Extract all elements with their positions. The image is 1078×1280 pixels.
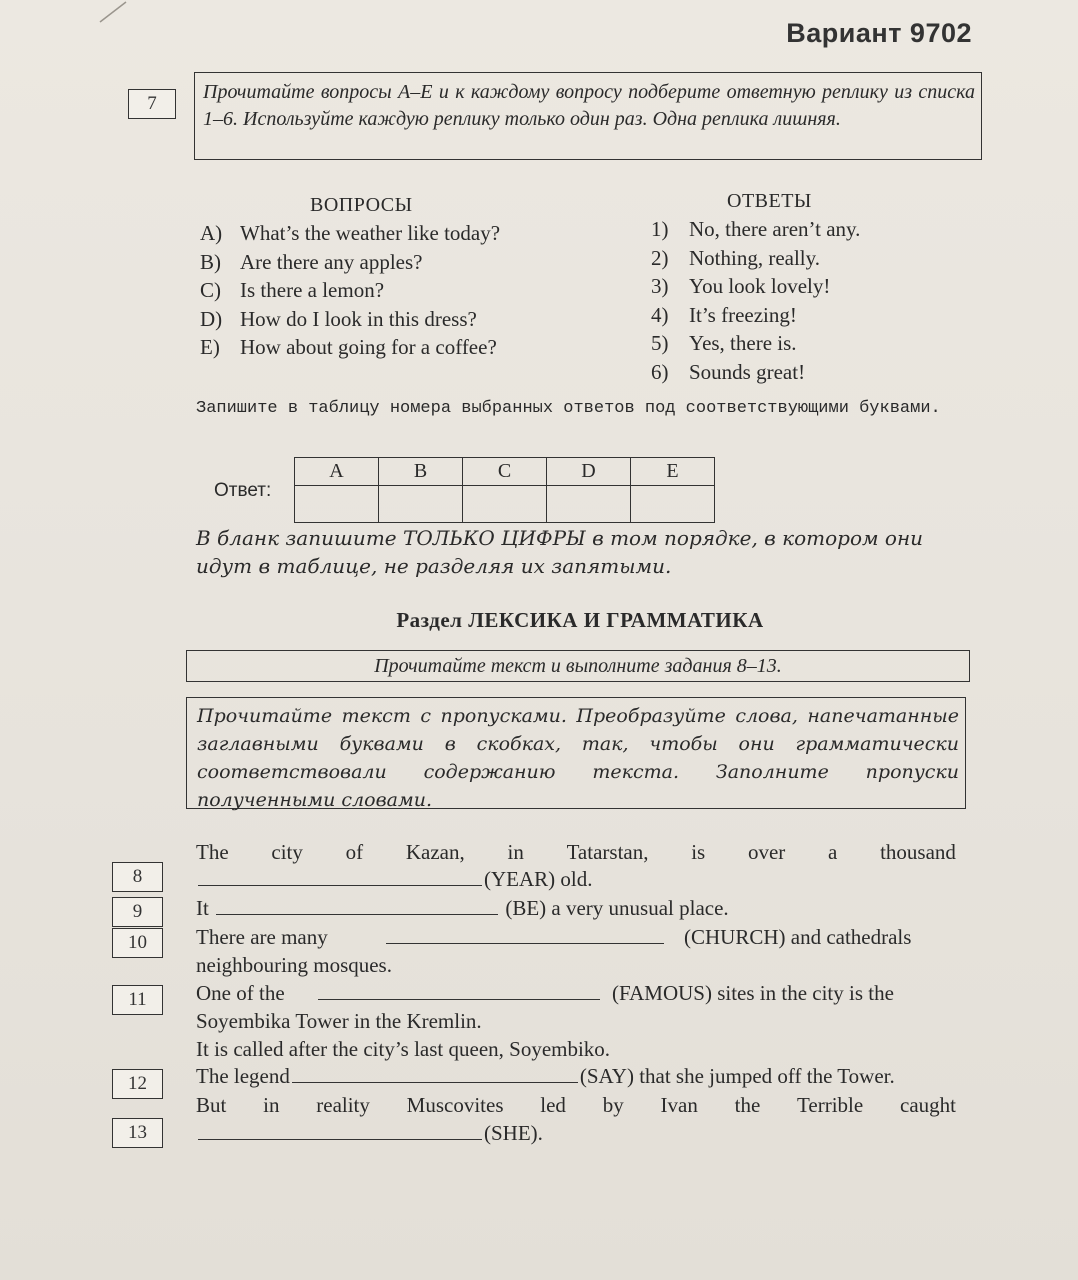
blank-9[interactable] xyxy=(216,894,498,915)
exercise-line-10: But in reality Muscovites led by Ivan the Terrible caught xyxy=(196,1093,956,1117)
question-item: D) How do I look in this dress? xyxy=(200,306,477,331)
blank-13[interactable] xyxy=(198,1119,482,1140)
exercise-line-4-tail: (CHURCH) and cathedrals xyxy=(684,925,912,949)
answer-table xyxy=(294,457,715,523)
question-item: A) What’s the weather like today? xyxy=(200,221,501,245)
exercise-line-4-head: There are many xyxy=(196,925,328,949)
section-instruction: Прочитайте текст с пропусками. Преобразуйте слова, напечатанные заглавными буквами в скобках, так, чтобы они грамматически соответствовали содержанию текста. Заполните пропуски полученными словами. xyxy=(197,705,959,811)
task7-instruction-box xyxy=(194,72,982,160)
exercise-line-2: (YEAR) old. xyxy=(196,865,593,893)
task-number-7: 7 xyxy=(128,89,176,119)
answers-list xyxy=(651,215,860,386)
blank-12[interactable] xyxy=(292,1062,578,1083)
exercise-line-5: neighbouring mosques. xyxy=(196,953,392,977)
answer-label: Ответ: xyxy=(214,480,272,501)
answer-cell-d[interactable] xyxy=(547,486,631,523)
exercise-line-7: Soyembika Tower in the Kremlin. xyxy=(196,1009,482,1033)
exercise-line-3: It (BE) a very unusual place. xyxy=(196,896,729,920)
questions-list xyxy=(200,219,500,362)
answer-item: 2) Nothing, really. xyxy=(651,245,821,270)
section-instruction-box xyxy=(186,697,966,809)
exercise-line-4-blank xyxy=(384,923,666,951)
answer-table-header: A xyxy=(295,458,379,486)
task-number-13: 13 xyxy=(112,1118,163,1148)
answer-item: 1) No, there aren’t any. xyxy=(651,217,861,241)
answer-note: В бланк запишите ТОЛЬКО ЦИФРЫ в том порядке, в котором они идут в таблице, не разделяя их запятыми. xyxy=(196,526,924,578)
answer-table-header: C xyxy=(463,458,547,486)
task-number-12: 12 xyxy=(112,1069,163,1099)
task-number-11: 11 xyxy=(112,985,163,1015)
answer-cell-e[interactable] xyxy=(631,486,715,523)
table-instruction: Запишите в таблицу номера выбранных ответов под соответствующими буквами. xyxy=(196,399,941,418)
answer-table-header: E xyxy=(631,458,715,486)
task-number-9: 9 xyxy=(112,897,163,927)
exercise-line-8: It is called after the city’s last queen, Soyembiko. xyxy=(196,1037,611,1061)
answer-cell-c[interactable] xyxy=(463,486,547,523)
answer-table-header: D xyxy=(547,458,631,486)
pencil-mark-icon xyxy=(98,0,130,24)
exercise-line-6-blank xyxy=(316,979,602,1007)
answer-item: 4) It’s freezing! xyxy=(651,302,797,327)
answer-item: 3) You look lovely! xyxy=(651,274,831,298)
blank-8[interactable] xyxy=(198,865,482,886)
task-number-10: 10 xyxy=(112,928,163,958)
answer-cell-a[interactable] xyxy=(295,486,379,523)
exercise-line-11: (SHE). xyxy=(196,1119,543,1147)
answer-cell-b[interactable] xyxy=(379,486,463,523)
answer-item: 5) Yes, there is. xyxy=(651,331,797,355)
blank-11[interactable] xyxy=(318,979,600,1000)
answers-header: ОТВЕТЫ xyxy=(727,190,812,212)
answer-item: 6) Sounds great! xyxy=(651,359,806,384)
exercise-line-1: The city of Kazan, in Tatarstan, is over a thousand xyxy=(196,840,956,864)
task7-instruction: Прочитайте вопросы A–E и к каждому вопросу подберите ответную реплику из списка 1–6. Используйте каждую реплику только один раз. Одна реплика лишняя. xyxy=(203,81,975,130)
variant-label: Вариант 9702 xyxy=(786,18,972,48)
exercise-line-6-head: One of the xyxy=(196,981,285,1005)
answer-table-header: B xyxy=(379,458,463,486)
exercise-line-6-tail: (FAMOUS) sites in the city is the xyxy=(612,981,894,1005)
blank-10[interactable] xyxy=(386,923,664,944)
question-item: C) Is there a lemon? xyxy=(200,278,385,302)
read-text-box: Прочитайте текст и выполните задания 8–13. xyxy=(186,650,970,682)
exercise-line-9: The legend (SAY) that she jumped off the Tower. xyxy=(196,1064,895,1088)
questions-header: ВОПРОСЫ xyxy=(310,194,413,216)
task-number-8: 8 xyxy=(112,862,163,892)
question-item: B) Are there any apples? xyxy=(200,249,423,274)
question-item: E) How about going for a coffee? xyxy=(200,335,497,359)
section-title: Раздел ЛЕКСИКА И ГРАММАТИКА xyxy=(396,608,764,632)
